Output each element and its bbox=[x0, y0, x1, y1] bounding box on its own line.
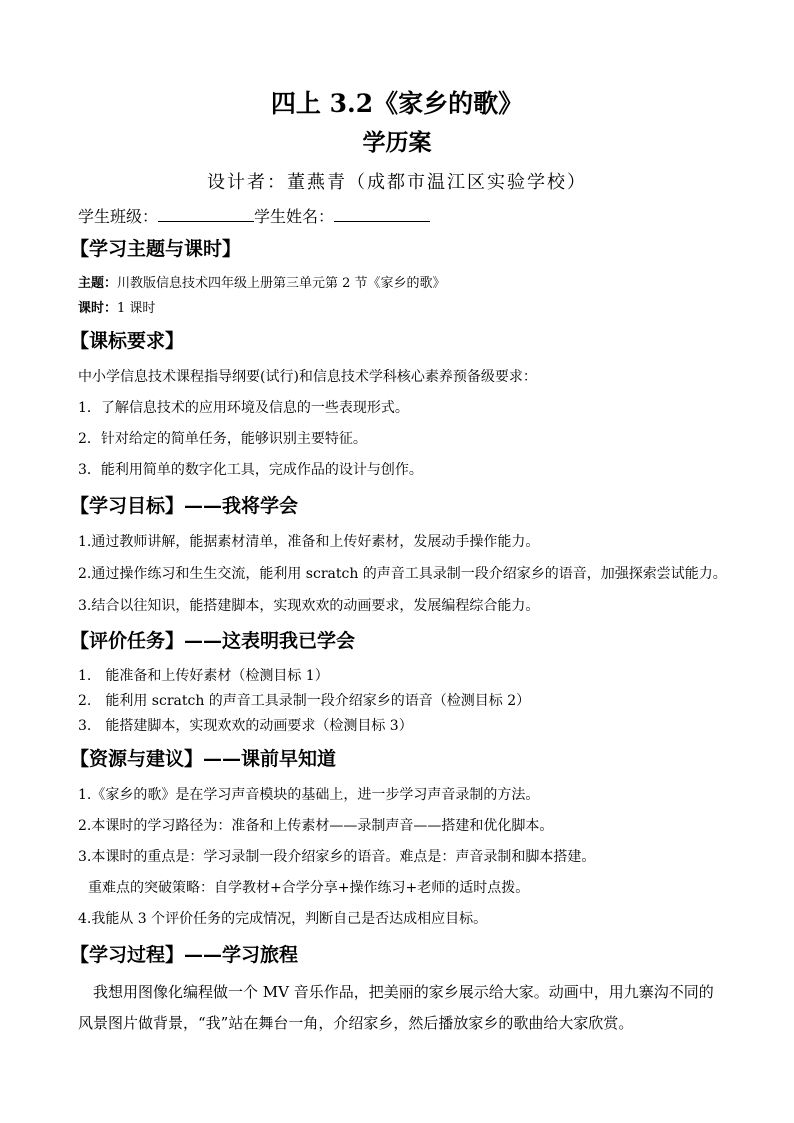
topic-text: 川教版信息技术四年级上册第三单元第 2 节《家乡的歌》 bbox=[117, 276, 446, 291]
standard-item: 2．针对给定的简单任务，能够识别主要特征。 bbox=[78, 431, 367, 447]
process-paragraph: 我想用图像化编程做一个 MV 音乐作品，把美丽的家乡展示给大家。动画中，用九寨沟不同的风景图片做背景，“我”站在舞台一角，介绍家乡，然后播放家乡的歌曲给大家欣赏。 bbox=[78, 983, 714, 1032]
process-heading: 【学习过程】——学习旅程 bbox=[70, 944, 299, 966]
topic-label: 主题： bbox=[78, 276, 118, 291]
period-label: 课时： bbox=[78, 301, 118, 316]
resource-item: 4.我能从 3 个评价任务的完成情况，判断自己是否达成相应目标。 bbox=[78, 911, 488, 927]
task-item: 2. 能利用 scratch 的声音工具录制一段介绍家乡的语音（检测目标 2） bbox=[78, 693, 531, 709]
resource-item: 3.本课时的重点是：学习录制一段介绍家乡的语音。难点是：声音录制和脚本搭建。 bbox=[78, 849, 596, 865]
designer-credit: 设计者：董燕青（成都市温江区实验学校） bbox=[207, 172, 587, 193]
resources-heading: 【资源与建议】——课前早知道 bbox=[70, 748, 337, 770]
resource-item: 重难点的突破策略：自学教材+合学分享+操作练习+老师的适时点拨。 bbox=[88, 880, 530, 896]
class-label: 学生班级： bbox=[78, 207, 159, 226]
document-title: 四上 3.2《家乡的歌》 bbox=[270, 89, 524, 118]
standard-intro: 中小学信息技术课程指导纲要(试行)和信息技术学科核心素养预备级要求： bbox=[78, 369, 537, 385]
class-blank bbox=[158, 205, 254, 222]
goal-item: 1.通过教师讲解，能据素材清单，准备和上传好素材，发展动手操作能力。 bbox=[78, 534, 540, 550]
period-line bbox=[78, 297, 155, 316]
tasks-heading: 【评价任务】——这表明我已学会 bbox=[70, 630, 356, 652]
standard-heading: 【课标要求】 bbox=[70, 330, 185, 352]
resource-item: 1.《家乡的歌》是在学习声音模块的基础上，进一步学习声音录制的方法。 bbox=[78, 787, 540, 803]
period-text: 1 课时 bbox=[117, 301, 156, 316]
goal-item: 2.通过操作练习和生生交流，能利用 scratch 的声音工具录制一段介绍家乡的语音，加强探索尝试能力。 bbox=[78, 566, 727, 582]
standard-item: 1．了解信息技术的应用环境及信息的一些表现形式。 bbox=[78, 400, 409, 416]
goal-item: 3.结合以往知识，能搭建脚本，实现欢欢的动画要求，发展编程综合能力。 bbox=[78, 598, 540, 614]
task-item: 1. 能准备和上传好素材（检测目标 1） bbox=[78, 668, 329, 684]
task-item: 3. 能搭建脚本，实现欢欢的动画要求（检测目标 3） bbox=[78, 718, 413, 734]
topic-line bbox=[78, 272, 446, 291]
topic-heading: 【学习主题与课时】 bbox=[70, 238, 242, 260]
document-subtitle: 学历案 bbox=[362, 129, 432, 156]
student-info-row bbox=[78, 204, 430, 227]
name-label: 学生姓名： bbox=[254, 207, 335, 226]
goals-heading: 【学习目标】——我将学会 bbox=[70, 495, 299, 517]
resource-item: 2.本课时的学习路径为：准备和上传素材——录制声音——搭建和优化脚本。 bbox=[78, 818, 554, 834]
standard-item: 3．能利用简单的数字化工具，完成作品的设计与创作。 bbox=[78, 462, 423, 478]
name-blank bbox=[334, 205, 430, 222]
